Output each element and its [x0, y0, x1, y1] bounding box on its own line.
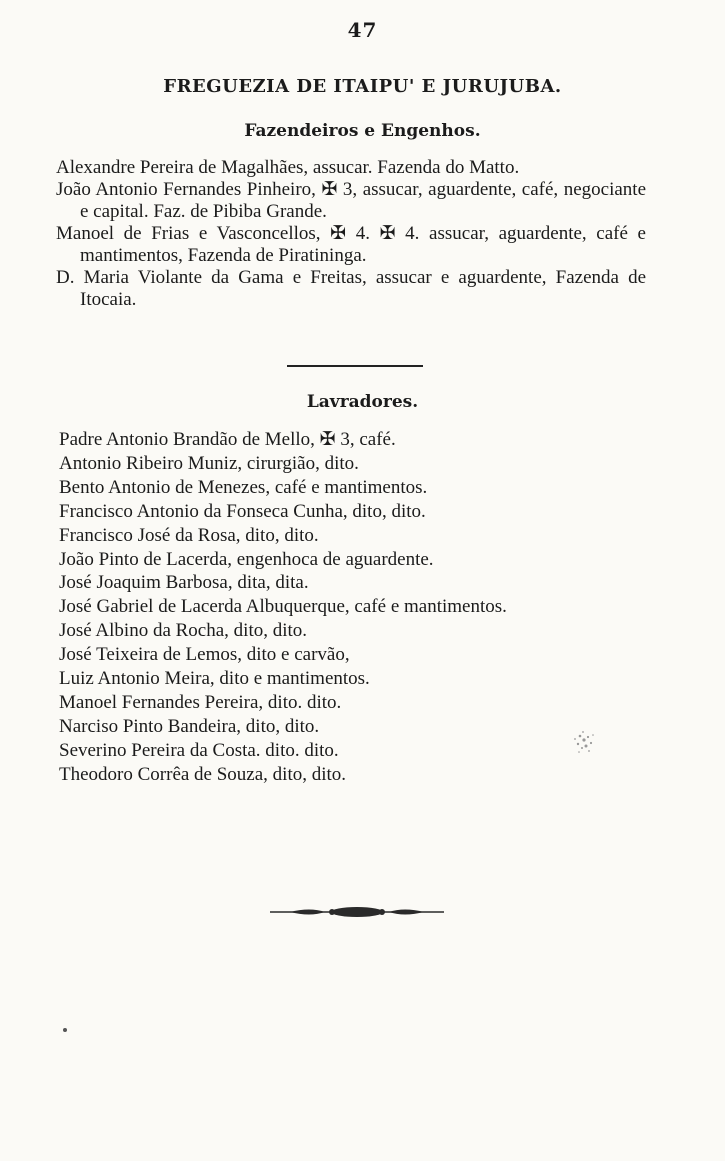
list-item: José Joaquim Barbosa, dita, dita. [59, 572, 309, 594]
end-ornament-icon [270, 904, 444, 920]
list-item: José Gabriel de Lacerda Albuquerque, café e mantimentos. [59, 596, 507, 618]
list-item: José Teixeira de Lemos, dito e carvão, [59, 644, 350, 666]
list-item: Severino Pereira da Costa. dito. dito. [59, 739, 339, 761]
list-item: Luiz Antonio Meira, dito e mantimentos. [59, 668, 370, 690]
list-item: Alexandre Pereira de Magalhães, assucar. Fazenda do Matto. [56, 157, 520, 178]
list-item: Francisco José da Rosa, dito, dito. [59, 524, 319, 546]
page-number: 47 [347, 18, 378, 42]
ink-speck-icon [560, 718, 608, 766]
ink-dot-icon [60, 1025, 70, 1035]
page-title: FREGUEZIA DE ITAIPU' E JURUJUBA. [163, 76, 562, 97]
list-item: Manoel de Frias e Vasconcellos, ✠ 4. ✠ 4. assucar, aguardente, café e mantimentos, Fazenda de Piratininga. [56, 223, 646, 266]
list-item: Francisco Antonio da Fonseca Cunha, dito, dito. [59, 500, 426, 522]
list-item: Narciso Pinto Bandeira, dito, dito. [59, 715, 320, 737]
fazendeiros-list [56, 157, 646, 311]
list-item: José Albino da Rocha, dito, dito. [59, 620, 308, 642]
list-item: Manoel Fernandes Pereira, dito. dito. [59, 691, 342, 713]
section-heading-lavradores: Lavradores. [306, 392, 419, 412]
list-item: Bento Antonio de Menezes, café e mantimentos. [59, 476, 428, 498]
list-item: Padre Antonio Brandão de Mello, ✠ 3, café. [59, 429, 396, 450]
list-item: Theodoro Corrêa de Souza, dito, dito. [59, 763, 347, 785]
list-item: Antonio Ribeiro Muniz, cirurgião, dito. [59, 452, 359, 474]
list-item: João Antonio Fernandes Pinheiro, ✠ 3, assucar, aguardente, café, negociante e capital. Faz. de Pibiba Grande. [56, 179, 646, 222]
list-item: D. Maria Violante da Gama e Freitas, assucar e aguardente, Fazenda de Itocaia. [56, 267, 646, 310]
section-divider [287, 365, 423, 367]
list-item: João Pinto de Lacerda, engenhoca de aguardente. [59, 548, 434, 570]
section-heading-fazendeiros: Fazendeiros e Engenhos. [244, 121, 481, 141]
